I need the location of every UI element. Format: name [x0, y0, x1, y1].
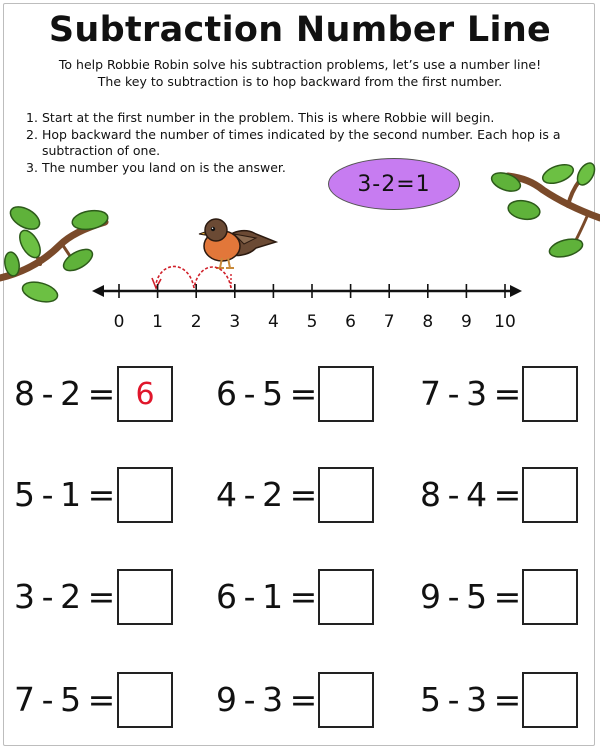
- problem-expression: 5 - 3 =: [420, 680, 522, 719]
- problem-expression: 7 - 5 =: [14, 680, 116, 719]
- answer-box[interactable]: [522, 569, 578, 625]
- number-line-label: 10: [494, 312, 516, 332]
- intro-text: [0, 56, 600, 90]
- number-line-label: 9: [460, 312, 472, 332]
- answer-box[interactable]: [522, 672, 578, 728]
- step-text: Start at the first number in the problem. This is where Robbie will begin.: [42, 110, 495, 125]
- answer-box[interactable]: [318, 366, 374, 422]
- intro-line-2: The key to subtraction is to hop backward from the first number.: [97, 74, 503, 89]
- example-bubble: 3-2=1: [328, 158, 460, 210]
- problem-expression: 3 - 2 =: [14, 577, 116, 616]
- page-title: Subtraction Number Line: [48, 10, 552, 50]
- problem-expression: 6 - 1 =: [216, 577, 318, 616]
- number-line-label: 7: [383, 312, 395, 332]
- problem-expression: 7 - 3 =: [420, 374, 522, 413]
- answer-box[interactable]: [117, 569, 173, 625]
- step-number: 1.: [26, 110, 38, 125]
- number-line-label: 2: [190, 312, 202, 332]
- number-line: [0, 200, 600, 335]
- hop-arrow-1: [194, 267, 231, 288]
- intro-line-1: To help Robbie Robin solve his subtraction problems, let’s use a number line!: [58, 57, 542, 72]
- instruction-list: [26, 110, 566, 177]
- problem-expression: 6 - 5 =: [216, 374, 318, 413]
- answer-box[interactable]: [522, 366, 578, 422]
- answer-box[interactable]: [522, 467, 578, 523]
- number-line-label: 0: [113, 312, 125, 332]
- answer-box[interactable]: [318, 569, 374, 625]
- number-line-label: 5: [306, 312, 318, 332]
- number-line-label: 3: [229, 312, 241, 332]
- number-line-label: 6: [345, 312, 357, 332]
- left-arrowhead: [92, 285, 104, 297]
- answer-box[interactable]: [318, 672, 374, 728]
- problem-expression: 9 - 3 =: [216, 680, 318, 719]
- hop-arrow-2: [156, 266, 194, 288]
- answer-box[interactable]: [117, 672, 173, 728]
- instruction-step-3: [26, 160, 566, 176]
- step-number: 3.: [26, 160, 38, 175]
- answer-box[interactable]: [318, 467, 374, 523]
- problem-expression: 9 - 5 =: [420, 577, 522, 616]
- answer-box[interactable]: 6: [117, 366, 173, 422]
- step-text: The number you land on is the answer.: [42, 160, 286, 175]
- problem-expression: 4 - 2 =: [216, 475, 318, 514]
- right-arrowhead: [510, 285, 522, 297]
- step-text: Hop backward the number of times indicated by the second number. Each hop is a subtraction of one.: [42, 127, 561, 158]
- number-line-label: 1: [152, 312, 164, 332]
- problem-expression: 5 - 1 =: [14, 475, 116, 514]
- problem-expression: 8 - 4 =: [420, 475, 522, 514]
- answer-box[interactable]: [117, 467, 173, 523]
- instruction-step-1: [26, 110, 566, 126]
- step-number: 2.: [26, 127, 38, 142]
- number-line-label: 8: [422, 312, 434, 332]
- number-line-label: 4: [267, 312, 279, 332]
- problem-expression: 8 - 2 =: [14, 374, 116, 413]
- instruction-step-2: [26, 127, 562, 159]
